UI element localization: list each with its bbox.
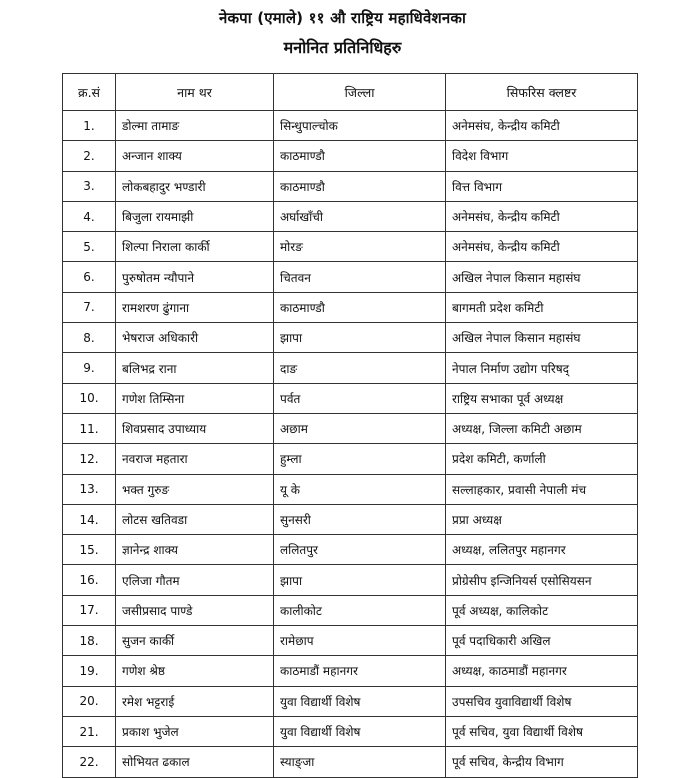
cell-name: जसीप्रसाद पाण्डे xyxy=(116,595,274,625)
cell-cluster: प्रदेश कमिटी, कर्णाली xyxy=(446,444,638,474)
cell-cluster: प्रोग्रेसीप इन्जिनियर्स एसोसियसन xyxy=(446,565,638,595)
table-row xyxy=(63,626,638,656)
cell-name: बिजुला रायमाझी xyxy=(116,201,274,231)
table-header-row xyxy=(63,74,638,111)
document-subtitle: मनोनित प्रतिनिधिहरु xyxy=(283,38,402,57)
cell-name: सुजन कार्की xyxy=(116,626,274,656)
cell-district: ललितपुर xyxy=(274,535,446,565)
cell-cluster: प्रप्रा अध्यक्ष xyxy=(446,504,638,534)
table-row xyxy=(63,323,638,353)
cell-name: प्रकाश भुजेल xyxy=(116,716,274,746)
cell-serial: 18. xyxy=(63,626,116,656)
cell-name: लोकबहादुर भण्डारी xyxy=(116,171,274,201)
cell-district: कालीकोट xyxy=(274,595,446,625)
cell-name: बलिभद्र राना xyxy=(116,353,274,383)
cell-serial: 20. xyxy=(63,686,116,716)
table-row xyxy=(63,383,638,413)
cell-name: डोल्मा तामाङ xyxy=(116,111,274,141)
cell-name: सोभियत ढकाल xyxy=(116,747,274,777)
cell-district: दाङ xyxy=(274,353,446,383)
cell-cluster: वित्त विभाग xyxy=(446,171,638,201)
cell-district: सुनसरी xyxy=(274,504,446,534)
cell-serial: 3. xyxy=(63,171,116,201)
cell-serial: 10. xyxy=(63,383,116,413)
table-row xyxy=(63,444,638,474)
cell-name: अन्जान शाक्य xyxy=(116,141,274,171)
cell-cluster: विदेश विभाग xyxy=(446,141,638,171)
cell-serial: 22. xyxy=(63,747,116,777)
cell-cluster: अध्यक्ष, ललितपुर महानगर xyxy=(446,535,638,565)
table-row xyxy=(63,535,638,565)
cell-serial: 19. xyxy=(63,656,116,686)
cell-name: शिल्पा निराला कार्की xyxy=(116,232,274,262)
cell-serial: 12. xyxy=(63,444,116,474)
cell-cluster: अध्यक्ष, जिल्ला कमिटी अछाम xyxy=(446,413,638,443)
cell-cluster: अनेमसंघ, केन्द्रीय कमिटी xyxy=(446,201,638,231)
cell-serial: 17. xyxy=(63,595,116,625)
table-row xyxy=(63,747,638,777)
header-cluster: सिफरिस क्लष्टर xyxy=(446,74,638,111)
cell-cluster: राष्ट्रिय सभाका पूर्व अध्यक्ष xyxy=(446,383,638,413)
cell-cluster: बागमती प्रदेश कमिटी xyxy=(446,292,638,322)
cell-serial: 16. xyxy=(63,565,116,595)
table-row xyxy=(63,413,638,443)
cell-district: काठमाण्डौ xyxy=(274,292,446,322)
cell-serial: 2. xyxy=(63,141,116,171)
cell-serial: 8. xyxy=(63,323,116,353)
cell-cluster: पूर्व अध्यक्ष, कालिकोट xyxy=(446,595,638,625)
cell-district: सिन्धुपाल्चोक xyxy=(274,111,446,141)
table-row xyxy=(63,141,638,171)
table-row xyxy=(63,686,638,716)
cell-name: भेषराज अधिकारी xyxy=(116,323,274,353)
cell-serial: 13. xyxy=(63,474,116,504)
cell-district: काठमाण्डौ xyxy=(274,171,446,201)
cell-cluster: अनेमसंघ, केन्द्रीय कमिटी xyxy=(446,111,638,141)
cell-district: झापा xyxy=(274,565,446,595)
document-title: नेकपा (एमाले) ११ औ राष्ट्रिय महाधिवेशनका xyxy=(218,9,467,27)
header-district: जिल्ला xyxy=(274,74,446,111)
cell-cluster: उपसचिव युवाविद्यार्थी विशेष xyxy=(446,686,638,716)
cell-name: लोटस खतिवडा xyxy=(116,504,274,534)
cell-serial: 4. xyxy=(63,201,116,231)
cell-cluster: अनेमसंघ, केन्द्रीय कमिटी xyxy=(446,232,638,262)
table-row xyxy=(63,656,638,686)
cell-serial: 5. xyxy=(63,232,116,262)
cell-name: गणेश तिम्सिना xyxy=(116,383,274,413)
table-row xyxy=(63,353,638,383)
table-row xyxy=(63,504,638,534)
cell-cluster: अध्यक्ष, काठमाडौं महानगर xyxy=(446,656,638,686)
cell-name: पुरुषोतम न्यौपाने xyxy=(116,262,274,292)
cell-district: अछाम xyxy=(274,413,446,443)
cell-cluster: अखिल नेपाल किसान महासंघ xyxy=(446,323,638,353)
cell-district: अर्घाखाँची xyxy=(274,201,446,231)
cell-district: पर्वत xyxy=(274,383,446,413)
table-row xyxy=(63,111,638,141)
cell-district: हुम्ला xyxy=(274,444,446,474)
cell-name: नवराज महतारा xyxy=(116,444,274,474)
cell-name: रमेश भट्टराई xyxy=(116,686,274,716)
cell-district: युवा विद्यार्थी विशेष xyxy=(274,686,446,716)
cell-district: यू के xyxy=(274,474,446,504)
cell-name: ज्ञानेन्द्र शाक्य xyxy=(116,535,274,565)
cell-cluster: अखिल नेपाल किसान महासंघ xyxy=(446,262,638,292)
cell-serial: 9. xyxy=(63,353,116,383)
cell-district: रामेछाप xyxy=(274,626,446,656)
table-row xyxy=(63,565,638,595)
header-name: नाम थर xyxy=(116,74,274,111)
table-row xyxy=(63,232,638,262)
cell-serial: 14. xyxy=(63,504,116,534)
nominees-table xyxy=(62,73,638,778)
table-row xyxy=(63,262,638,292)
cell-name: एलिजा गौतम xyxy=(116,565,274,595)
cell-serial: 6. xyxy=(63,262,116,292)
cell-cluster: नेपाल निर्माण उद्योग परिषद् xyxy=(446,353,638,383)
cell-serial: 21. xyxy=(63,716,116,746)
cell-name: गणेश श्रेष्ठ xyxy=(116,656,274,686)
cell-cluster: पूर्व सचिव, केन्द्रीय विभाग xyxy=(446,747,638,777)
cell-name: भक्त गुरुङ xyxy=(116,474,274,504)
cell-serial: 1. xyxy=(63,111,116,141)
table-row xyxy=(63,201,638,231)
cell-name: शिवप्रसाद उपाध्याय xyxy=(116,413,274,443)
cell-district: चितवन xyxy=(274,262,446,292)
cell-district: मोरङ xyxy=(274,232,446,262)
table-row xyxy=(63,595,638,625)
cell-name: रामशरण ढुंगाना xyxy=(116,292,274,322)
cell-cluster: पूर्व पदाधिकारी अखिल xyxy=(446,626,638,656)
header-serial: क्र.सं xyxy=(63,74,116,111)
table-row xyxy=(63,292,638,322)
table-row xyxy=(63,171,638,201)
cell-cluster: पूर्व सचिव, युवा विद्यार्थी विशेष xyxy=(446,716,638,746)
table-row xyxy=(63,474,638,504)
cell-serial: 11. xyxy=(63,413,116,443)
cell-cluster: सल्लाहकार, प्रवासी नेपाली मंच xyxy=(446,474,638,504)
cell-serial: 7. xyxy=(63,292,116,322)
cell-district: काठमाडौं महानगर xyxy=(274,656,446,686)
cell-district: झापा xyxy=(274,323,446,353)
cell-district: काठमाण्डौ xyxy=(274,141,446,171)
cell-district: युवा विद्यार्थी विशेष xyxy=(274,716,446,746)
cell-district: स्याङ्जा xyxy=(274,747,446,777)
cell-serial: 15. xyxy=(63,535,116,565)
table-row xyxy=(63,716,638,746)
